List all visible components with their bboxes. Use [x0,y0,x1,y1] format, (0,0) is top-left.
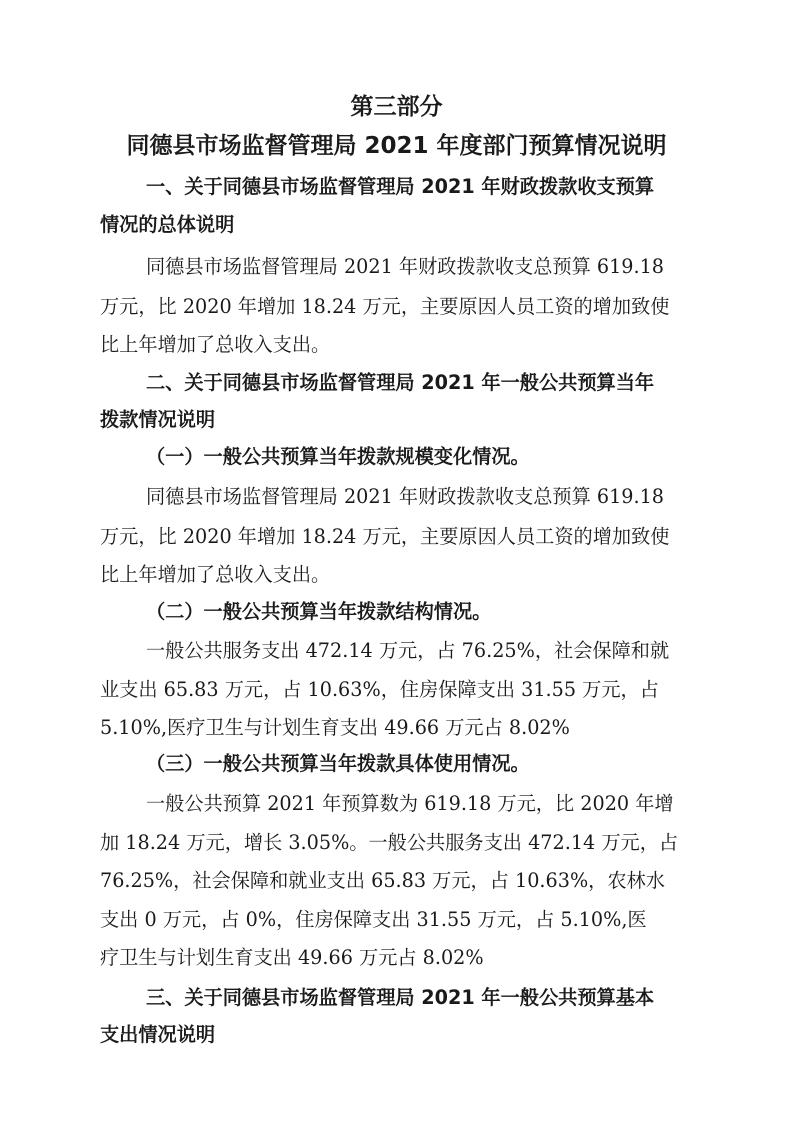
subsection-1-paragraph-line-3: 比上年增加了总收入支出。 [100,563,331,586]
section-3-heading-line-1: 三、关于同德县市场监督管理局 2021 年一般公共预算基本 [146,986,655,1009]
subsection-3-paragraph-line-4: 支出 0 万元，占 0%，住房保障支出 31.55 万元，占 5.10%,医 [100,908,647,931]
main-title: 同德县市场监督管理局 2021 年度部门预算情况说明 [126,133,667,159]
section-1-paragraph-line-2: 万元，比 2020 年增加 18.24 万元，主要原因人员工资的增加致使 [100,295,670,318]
section-3-heading-line-2: 支出情况说明 [100,1023,216,1046]
section-2-heading-line-1: 二、关于同德县市场监督管理局 2021 年一般公共预算当年 [146,371,655,394]
section-1-paragraph-line-3: 比上年增加了总收入支出。 [100,333,331,356]
subsection-3-paragraph-line-5: 疗卫生与计划生育支出 49.66 万元占 8.02% [100,946,484,969]
subsection-2-paragraph-line-2: 业支出 65.83 万元，占 10.63%，住房保障支出 31.55 万元，占 [100,678,659,701]
subsection-1-paragraph-line-2: 万元，比 2020 年增加 18.24 万元，主要原因人员工资的增加致使 [100,525,670,548]
subsection-2-paragraph-line-1: 一般公共服务支出 472.14 万元，占 76.25%，社会保障和就 [146,639,670,662]
subsection-3-heading: （三）一般公共预算当年拨款具体使用情况。 [146,752,530,775]
section-2-heading-line-2: 拨款情况说明 [100,408,216,431]
subsection-3-paragraph-line-1: 一般公共预算 2021 年预算数为 619.18 万元，比 2020 年增 [146,792,674,815]
subsection-2-paragraph-line-3: 5.10%,医疗卫生与计划生育支出 49.66 万元占 8.02% [100,716,570,739]
subsection-3-paragraph-line-3: 76.25%，社会保障和就业支出 65.83 万元，占 10.63%，农林水 [100,869,665,892]
section-1-heading-line-1: 一、关于同德县市场监督管理局 2021 年财政拨款收支预算 [146,175,655,198]
subsection-1-paragraph-line-1: 同德县市场监督管理局 2021 年财政拨款收支总预算 619.18 [146,485,665,508]
section-1-paragraph-line-1: 同德县市场监督管理局 2021 年财政拨款收支总预算 619.18 [146,255,665,278]
subsection-2-heading: （二）一般公共预算当年拨款结构情况。 [146,600,492,623]
section-1-heading-line-2: 情况的总体说明 [100,213,235,236]
subsection-1-heading: （一）一般公共预算当年拨款规模变化情况。 [146,445,530,468]
subsection-3-paragraph-line-2: 加 18.24 万元，增长 3.05%。一般公共服务支出 472.14 万元，占 [100,831,679,854]
part-title: 第三部分 [350,94,443,120]
